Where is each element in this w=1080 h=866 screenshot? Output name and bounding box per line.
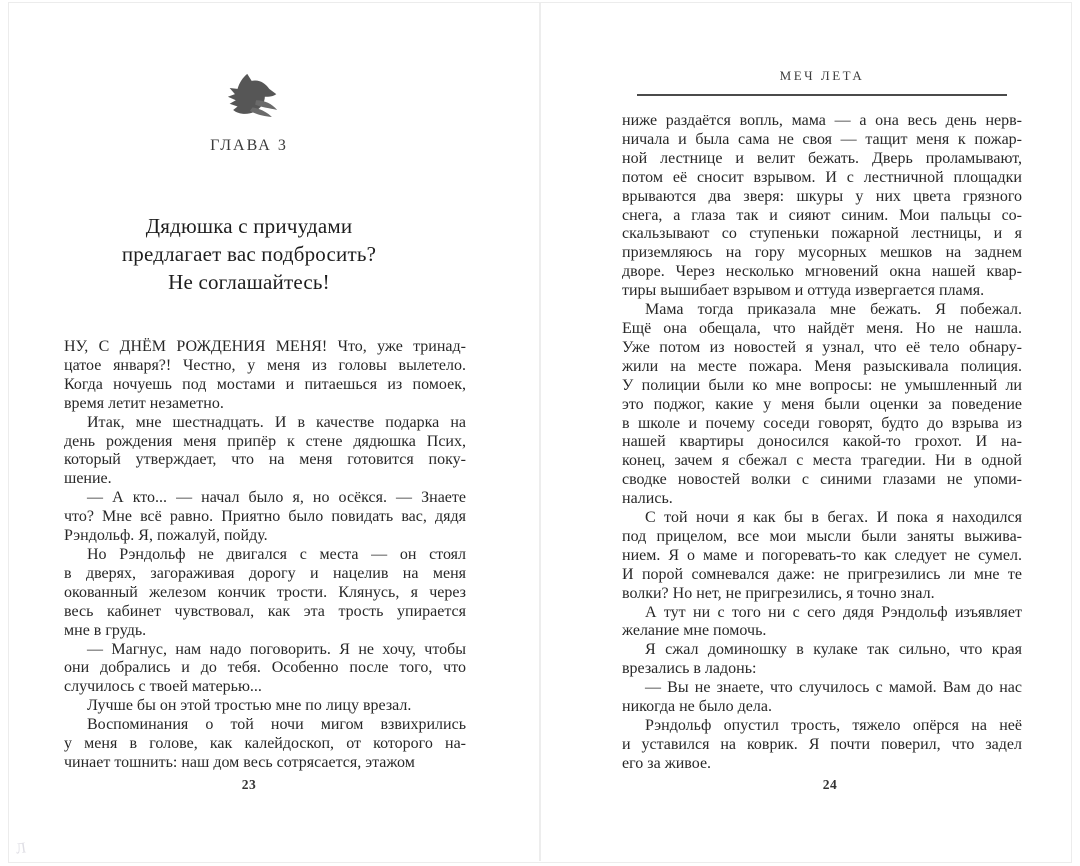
- text-line: Ещё она обещала, что найдёт меня. Но не нашла.: [622, 319, 1022, 337]
- text-line: нием. Я о маме и погоревать-то как следует не сумел.: [622, 546, 1022, 564]
- paragraph: [64, 414, 466, 490]
- text-line: это поджог, какие у меня были оценки за поведение: [622, 395, 1022, 413]
- text-line: — А кто... — начал было я, но осёкся. — Знаете: [87, 489, 466, 507]
- chapter-heading: [64, 73, 434, 296]
- text-line: нались.: [622, 490, 673, 508]
- text-line: что? Мне всё равно. Приятно было повидать вас, дядя: [64, 508, 466, 526]
- text-line: нашей квартиры доносился какой-то грохот. И на-: [622, 433, 1022, 451]
- text-line: тиры вышибает взрывом и оттуда извергается пламя.: [622, 282, 985, 300]
- chapter-title: [64, 212, 434, 296]
- text-line: Итак, мне шестнадцать. И в качестве подарка на: [87, 413, 466, 431]
- text-line: Уже потом из новостей я узнал, что её тело обнару-: [622, 338, 1022, 356]
- text-line: его за живое.: [622, 754, 712, 772]
- paragraph: [64, 641, 466, 698]
- text-line: конец, зачем я сбежал с места трагедии. Ни в одной: [622, 452, 1022, 470]
- right-page: [622, 0, 1022, 774]
- paragraph: [622, 641, 1022, 679]
- page-gutter-shadow: [539, 3, 541, 861]
- text-line: Когда ночуешь под мостами и питаешься из помоек,: [64, 375, 466, 393]
- paragraph: [64, 716, 466, 773]
- text-line: они добрались и до тебя. Особенно после того, что: [64, 659, 466, 677]
- text-line: шение.: [64, 470, 112, 488]
- text-line: под прицелом, все мои мысли были заняты выжива-: [622, 527, 1022, 545]
- text-line: чинает тошнить: наш дом весь сотрясается, этажом: [64, 753, 415, 771]
- text-line: в школе и почему соседи говорят, будто до взрыва из: [622, 414, 1022, 432]
- text-line: Я сжал доминошку в кулаке так сильно, что края: [645, 641, 1022, 659]
- text-line: врезались в ладонь:: [622, 660, 757, 678]
- chapter-title-line: предлагает вас подбросить?: [121, 242, 377, 266]
- paragraph: [622, 679, 1022, 717]
- text-line: С той ночи я как бы в бегах. И пока я находился: [645, 509, 1022, 527]
- text-line: жили на месте пожара. Меня разыскивала полиция.: [622, 357, 1022, 375]
- paragraph: [622, 301, 1022, 509]
- text-line: врываются два зверя: шкуры у них цвета грязного: [622, 187, 1022, 205]
- text-line: Рэндольф. Я, пожалуй, пойду.: [64, 527, 268, 545]
- chapter-label: ГЛАВА 3: [210, 137, 288, 154]
- chapter-title-line: Дядюшка с причудами: [145, 214, 353, 238]
- text-line: который утверждает, что на меня готовится поку-: [64, 451, 466, 469]
- text-line: цатое января?! Честно, у меня из головы вылетело.: [64, 356, 466, 374]
- page-number: 24: [822, 777, 838, 792]
- text-line: У полиции были ко мне вопросы: не умышленный ли: [622, 376, 1022, 394]
- text-line: НУ, С ДНЁМ РОЖДЕНИЯ МЕНЯ! Что, уже тринад-: [64, 338, 466, 355]
- corner-watermark: Л: [14, 840, 28, 858]
- text-line: окованный железом кончик трости. Клянусь, я через: [64, 583, 466, 601]
- text-line: дворе. Через несколько мгновений окна нашей квар-: [622, 263, 1022, 281]
- chapter-title-line: Не соглашайтесь!: [168, 270, 330, 294]
- text-line: случилось с твоей матерью...: [64, 678, 262, 696]
- text-line: потом её сносит взрывом. И с лестничной площадки: [622, 168, 1022, 186]
- wolf-head-icon: [64, 73, 434, 117]
- text-line: приземляюсь на гору мусорных мешков на заднем: [622, 244, 1022, 262]
- text-line: Воспоминания о той ночи мигом взвихрились: [87, 716, 466, 734]
- text-line: Мама тогда приказала мне бежать. Я побежал.: [645, 301, 1022, 319]
- paragraph: [622, 509, 1022, 604]
- paragraph: [64, 697, 466, 716]
- text-line: в дверях, загораживая дорогу и нацелив на меня: [64, 564, 466, 582]
- text-line: сводке новостей волки с синими глазами не упоми-: [622, 471, 1022, 489]
- text-line: и уставился на коврик. Я почти поверил, что задел: [622, 735, 1022, 753]
- text-line: желание мне помочь.: [622, 622, 767, 640]
- paragraph: [64, 338, 466, 414]
- text-line: Рэндольф опустил трость, тяжело опёрся на неё: [645, 717, 1022, 734]
- paragraph: [622, 604, 1022, 642]
- text-line: — Магнус, нам надо поговорить. Я не хочу, чтобы: [87, 640, 466, 658]
- text-line: ной лестнице и велит бежать. Дверь проламывают,: [622, 149, 1022, 167]
- text-line: Лучше бы он этой тростью мне по лицу врезал.: [87, 697, 412, 715]
- left-page-body-text: [64, 338, 466, 773]
- text-line: время летит незаметно.: [64, 394, 224, 412]
- text-line: скальзывают со ступеньки пожарной лестницы, и я: [622, 225, 1022, 243]
- text-line: Но Рэндольф не двигался с места — он стоял: [87, 545, 466, 563]
- running-header: МЕЧ ЛЕТА: [779, 68, 865, 83]
- paragraph: [622, 112, 1022, 301]
- text-line: ничала и была сама не своя — тащит меня к пожар-: [622, 130, 1022, 148]
- text-line: И порой сомневался даже: не пригрезились ли мне те: [622, 565, 1022, 583]
- text-line: — Вы не знаете, что случилось с мамой. Вам до нас: [645, 679, 1022, 697]
- text-line: снега, а глаза так и сияют синим. Мои пальцы со-: [622, 206, 1022, 224]
- text-line: день рождения меня припёр к стене дядюшка Псих,: [64, 432, 466, 450]
- running-header-rule: [637, 94, 1007, 96]
- text-line: весь кабинет чувствовал, как эта трость упирается: [64, 602, 466, 620]
- left-page: [64, 0, 466, 773]
- text-line: у меня в голове, как калейдоскоп, от которого на-: [64, 735, 466, 753]
- text-line: никогда не было дела.: [622, 698, 772, 716]
- paragraph: [64, 546, 466, 641]
- text-line: волки? Но нет, не пригрезились, я точно знал.: [622, 584, 935, 602]
- paragraph: [64, 489, 466, 546]
- text-line: ниже раздаётся вопль, мама — а она весь день нерв-: [622, 112, 1022, 129]
- text-line: мне в грудь.: [64, 621, 147, 639]
- right-page-body-text: [622, 112, 1022, 774]
- paragraph: [622, 717, 1022, 774]
- text-line: А тут ни с того ни с сего дядя Рэндольф изъявляет: [645, 603, 1022, 621]
- page-number: 23: [241, 777, 257, 792]
